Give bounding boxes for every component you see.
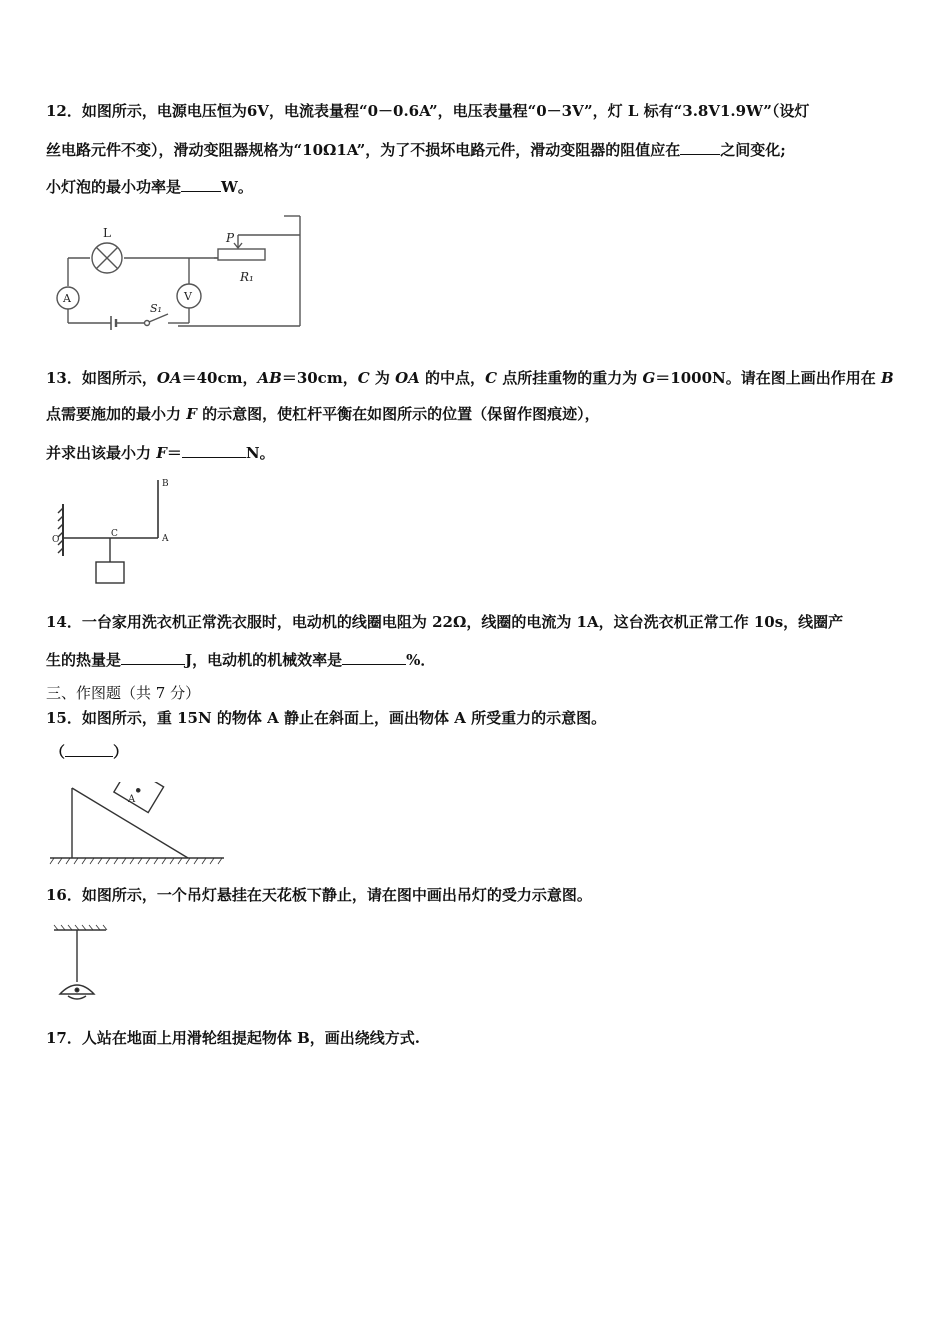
block-A	[114, 782, 164, 813]
q13-text: 为	[369, 369, 396, 387]
q13-var: C	[485, 369, 498, 387]
q12-answer-blank-range[interactable]	[680, 140, 720, 155]
label-O: O	[52, 535, 60, 545]
q13-var: B	[880, 369, 894, 387]
label-switch: S₁	[150, 302, 162, 315]
q15-incline-diagram	[48, 782, 228, 868]
weight-block	[96, 562, 124, 583]
q12-circuit-diagram	[48, 208, 310, 333]
switch-contact	[145, 321, 150, 326]
q13-var: F	[156, 444, 167, 462]
label-slider: P	[226, 231, 235, 245]
q12-line-2	[46, 140, 786, 160]
q14-line-1: 14．一台家用洗衣机正常洗衣服时，电动机的线圈电阻为 22Ω，线圈的电流为 1A，这台洗衣机正常工作 10s，线圈产	[46, 613, 844, 631]
q14-text: %．	[406, 651, 436, 669]
q13-var: OA	[156, 369, 182, 387]
q13-var: AB	[257, 369, 282, 387]
q13-text: ＝	[166, 444, 182, 462]
q13-var: F	[186, 405, 197, 423]
q15-answer-line	[50, 742, 128, 762]
q12-line-2-tail: 之间变化;	[720, 141, 786, 159]
q13-text: 的中点，	[419, 369, 486, 387]
q12-line-1: 12．如图所示，电源电压恒为6V，电流表量程“0－0.6A”，电压表量程“0－3V”，灯 L 标有“3.8V1.9W”（设灯	[46, 102, 810, 120]
q17-line-1: 17．人站在地面上用滑轮组提起物体 B，画出绕线方式.	[46, 1029, 420, 1047]
label-B: B	[162, 479, 169, 489]
q15-paren: （	[50, 743, 66, 761]
q12-line-3	[46, 177, 253, 197]
q12-line-3-tail: W。	[221, 178, 253, 196]
q16-lamp-diagram	[50, 924, 110, 1004]
q13-text: 点需要施加的最小力	[46, 405, 187, 423]
q15-line-1: 15．如图所示，重 15N 的物体 A 静止在斜面上，画出物体 A 所受重力的示意图。	[46, 709, 607, 727]
label-A: A	[162, 534, 169, 544]
label-block-A: A	[128, 794, 136, 805]
label-C: C	[111, 529, 118, 539]
label-ammeter: A	[63, 292, 71, 305]
q13-var: G	[642, 369, 656, 387]
q13-var: C	[357, 369, 370, 387]
q12-answer-blank-power[interactable]	[181, 177, 221, 192]
q14-text: 生的热量是	[46, 651, 122, 669]
label-lamp: L	[103, 226, 111, 240]
rheostat-symbol	[218, 249, 265, 260]
q13-lever-diagram	[48, 476, 183, 588]
q12-line-2-text: 丝电路元件不变），滑动变阻器规格为“10Ω1A”，为了不损坏电路元件，滑动变阻器的阻值应在	[46, 141, 681, 159]
q14-answer-blank-efficiency[interactable]	[342, 650, 406, 665]
section-heading: 三、作图题（共 7 分）	[46, 684, 201, 702]
q14-answer-blank-heat[interactable]	[121, 650, 185, 665]
q14-text: J，电动机的机械效率是	[185, 651, 343, 669]
q13-text: 13．如图所示，	[46, 369, 157, 387]
q13-var: OA	[395, 369, 420, 387]
q13-text: ＝1000N。请在图上画出作用在	[655, 369, 881, 387]
q13-line-1	[46, 368, 894, 388]
q14-line-2	[46, 650, 435, 670]
q13-text: 的示意图，使杠杆平衡在如图所示的位置（保留作图痕迹），	[196, 405, 600, 423]
q13-text: 点所挂重物的重力为	[497, 369, 643, 387]
q13-text: ＝30cm，	[281, 369, 358, 387]
label-rheostat: R₁	[240, 270, 254, 284]
q13-line-3	[46, 443, 275, 463]
q12-line-3-text: 小灯泡的最小功率是	[46, 178, 182, 196]
q15-answer-blank[interactable]	[65, 742, 113, 757]
q15-paren: ）	[113, 743, 129, 761]
q13-text: ＝40cm，	[181, 369, 258, 387]
switch-lever	[149, 314, 168, 322]
q16-line-1: 16．如图所示，一个吊灯悬挂在天花板下静止，请在图中画出吊灯的受力示意图。	[46, 886, 592, 904]
q13-text: 并求出该最小力	[46, 444, 157, 462]
q13-text: N。	[245, 444, 275, 462]
label-voltmeter: V	[184, 290, 192, 303]
q13-answer-blank-force[interactable]	[182, 443, 246, 458]
q13-line-2	[46, 404, 600, 424]
